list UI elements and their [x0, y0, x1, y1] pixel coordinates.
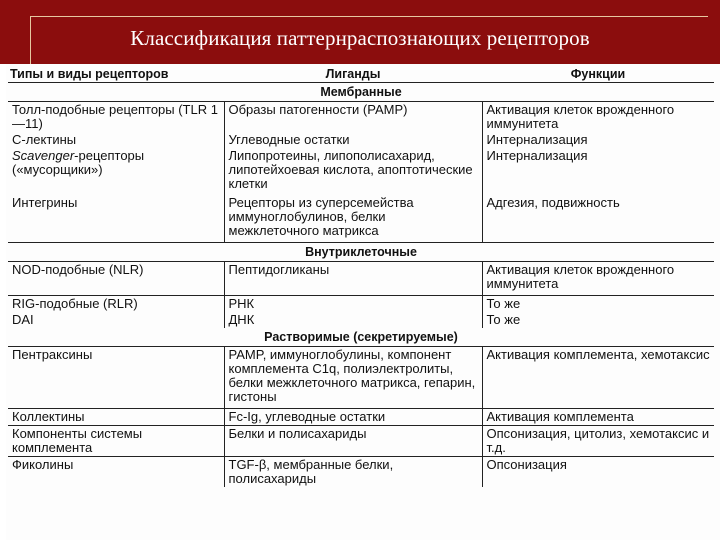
- functions-cell: Активация комплемента, хемотаксис: [482, 347, 714, 409]
- receptor-type-cell: Коллектины: [8, 409, 224, 426]
- functions-cell: Активация клеток врожденного иммунитета: [482, 262, 714, 296]
- section-title: Мембранные: [8, 83, 714, 102]
- receptor-classification-table: [8, 66, 714, 487]
- slide-title: Классификация паттернраспознающих рецепторов: [130, 26, 590, 50]
- ligands-cell: ДНК: [224, 312, 482, 328]
- ligands-cell: РНК: [224, 296, 482, 313]
- column-header-types: Типы и виды рецепторов: [8, 66, 224, 83]
- table-row: [8, 457, 714, 488]
- table-row: [8, 312, 714, 328]
- table-row: [8, 132, 714, 148]
- table-row: [8, 426, 714, 457]
- ligands-cell: TGF-β, мембранные белки, полисахариды: [224, 457, 482, 488]
- table-row: [8, 347, 714, 409]
- functions-cell: Опсонизация, цитолиз, хемотаксис и т.д.: [482, 426, 714, 457]
- ligands-cell: PAMP, иммуноглобулины, компонент комплемента C1q, полиэлектролиты, белки межклеточного матрикса, гепарин, гистоны: [224, 347, 482, 409]
- functions-cell: То же: [482, 296, 714, 313]
- receptor-type-cell: С-лектины: [12, 132, 77, 147]
- ligands-cell: Пептидогликаны: [224, 262, 482, 296]
- section-title: Внутриклеточные: [8, 243, 714, 262]
- functions-cell: Опсонизация: [482, 457, 714, 488]
- receptor-type-rest: -рецепторы («мусорщики»): [12, 148, 145, 177]
- functions-cell: Активация клеток врожденного иммунитета: [482, 102, 714, 133]
- receptor-type-cell: DAI: [12, 312, 34, 327]
- functions-cell: Активация комплемента: [482, 409, 714, 426]
- receptor-type-cell: Толл-подобные рецепторы (TLR 1—11): [12, 102, 218, 131]
- receptor-type-cell: RIG-подобные (RLR): [12, 296, 138, 311]
- column-header-ligands: Лиганды: [224, 66, 482, 83]
- receptor-type-italic: Scavenger: [12, 148, 75, 163]
- section-row-intracellular: [8, 243, 714, 262]
- table-row: [8, 195, 714, 243]
- section-row-soluble: [8, 328, 714, 347]
- ligands-cell: Липопротеины, липополисахарид, липотейхоевая кислота, апоптотические клетки: [224, 148, 482, 195]
- table-header-row: [8, 66, 714, 83]
- ligands-cell: Рецепторы из суперсемейства иммуноглобулинов, белки межклеточного матрикса: [224, 195, 482, 243]
- column-header-functions: Функции: [482, 66, 714, 83]
- ligands-cell: Образы патогенности (PAMP): [224, 102, 482, 133]
- receptor-type-cell: Пентраксины: [8, 347, 224, 409]
- table-row: [8, 262, 714, 296]
- functions-cell: Интернализация: [482, 148, 714, 195]
- section-title: Растворимые (секретируемые): [8, 328, 714, 347]
- receptor-type-cell: Интегрины: [8, 195, 224, 243]
- table-row: [8, 296, 714, 313]
- receptor-type-cell: [8, 148, 224, 195]
- ligands-cell: Белки и полисахариды: [224, 426, 482, 457]
- receptor-type-cell: Фиколины: [12, 457, 74, 472]
- section-row-membrane: [8, 83, 714, 102]
- functions-cell: То же: [482, 312, 714, 328]
- table-row: [8, 148, 714, 195]
- table-row: [8, 102, 714, 133]
- functions-cell: Адгезия, подвижность: [482, 195, 714, 243]
- ligands-cell: Fc-Ig, углеводные остатки: [224, 409, 482, 426]
- table-row: [8, 409, 714, 426]
- receptor-type-cell: NOD-подобные (NLR): [8, 262, 224, 296]
- ligands-cell: Углеводные остатки: [224, 132, 482, 148]
- receptor-type-cell: Компоненты системы комплемента: [8, 426, 224, 457]
- functions-cell: Интернализация: [482, 132, 714, 148]
